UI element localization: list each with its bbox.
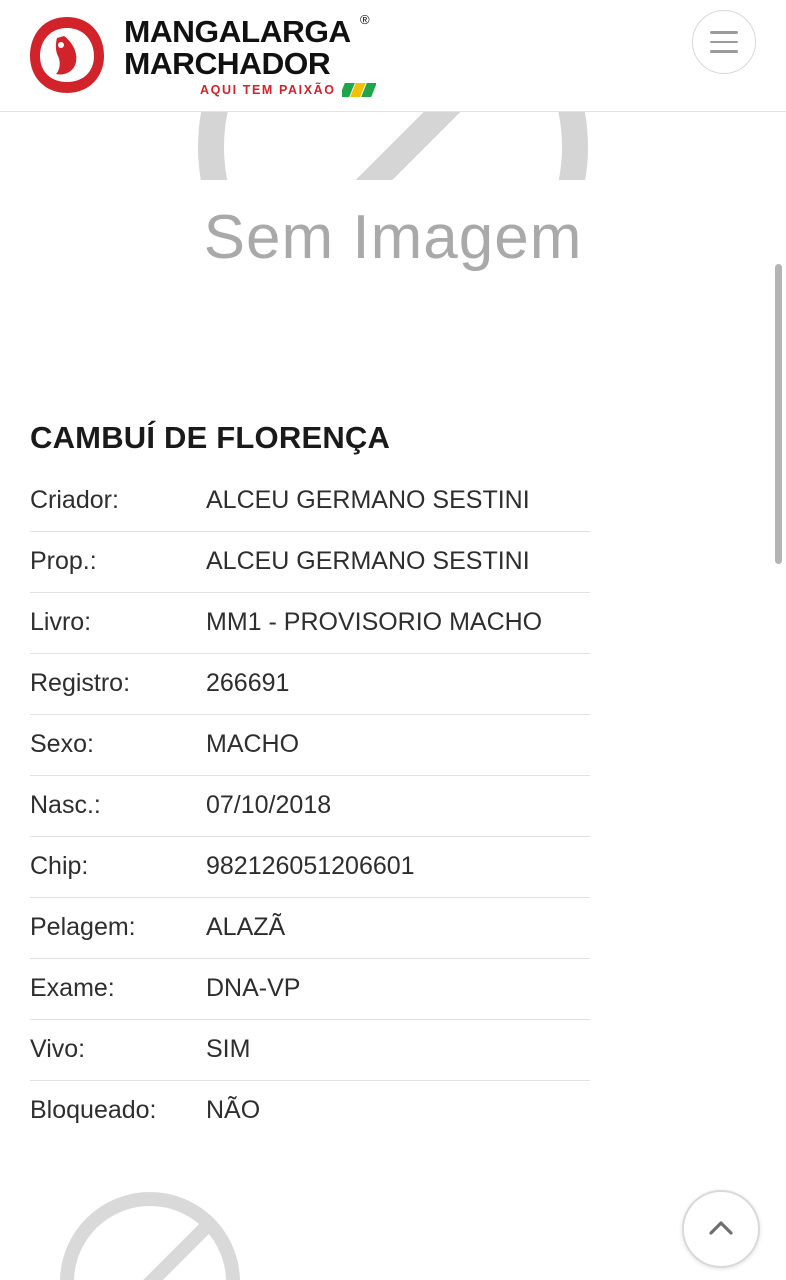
detail-value: ALCEU GERMANO SESTINI <box>206 470 590 531</box>
logo-tagline: AQUI TEM PAIXÃO <box>200 83 336 97</box>
detail-value: NÃO <box>206 1096 261 1125</box>
detail-value: 07/10/2018 <box>206 775 590 836</box>
table-row <box>30 653 590 714</box>
no-image-label: Sem Imagem <box>203 203 583 272</box>
table-row <box>30 1080 590 1141</box>
detail-label: Vivo: <box>30 1019 206 1080</box>
detail-value: 982126051206601 <box>206 836 590 897</box>
detail-label: Pelagem: <box>30 897 206 958</box>
table-row <box>30 836 590 897</box>
page-title: CAMBUÍ DE FLORENÇA <box>30 420 391 455</box>
main-content <box>0 112 786 1280</box>
vertical-scrollbar[interactable] <box>776 224 784 1280</box>
detail-value: SIM <box>206 1019 590 1080</box>
logo-tagline-row <box>124 83 376 97</box>
detail-label: Sexo: <box>30 714 206 775</box>
detail-value: ALCEU GERMANO SESTINI <box>206 531 590 592</box>
detail-value: MM1 - PROVISORIO MACHO <box>206 592 590 653</box>
detail-value: DNA-VP <box>206 958 590 1019</box>
detail-label: Nasc.: <box>30 775 206 836</box>
no-image-icon <box>60 1192 260 1280</box>
table-row <box>30 592 590 653</box>
detail-label: Livro: <box>30 592 206 653</box>
detail-value: 266691 <box>206 653 590 714</box>
table-row <box>30 897 590 958</box>
detail-label: Bloqueado: <box>30 1096 157 1125</box>
animal-details-table <box>30 470 590 1141</box>
no-image-placeholder <box>0 112 786 402</box>
table-row <box>30 470 590 531</box>
detail-value: MACHO <box>206 714 590 775</box>
site-header <box>0 0 786 112</box>
hamburger-menu-icon[interactable] <box>692 10 756 74</box>
detail-label: Prop.: <box>30 531 206 592</box>
brazil-stripes-icon <box>342 83 376 97</box>
registered-mark-icon: ® <box>360 12 370 27</box>
site-logo[interactable] <box>24 14 376 98</box>
table-row <box>30 1019 590 1080</box>
detail-value: ALAZÃ <box>206 897 590 958</box>
chevron-up-icon <box>701 1209 741 1249</box>
logo-line-2: MARCHADOR <box>124 46 331 81</box>
table-row <box>30 775 590 836</box>
scroll-to-top-button[interactable] <box>682 1190 760 1268</box>
logo-wordmark <box>124 14 376 97</box>
detail-label: Exame: <box>30 958 206 1019</box>
scrollbar-thumb[interactable] <box>775 264 782 564</box>
detail-label: Chip: <box>30 836 206 897</box>
table-row <box>30 958 590 1019</box>
detail-label: Registro: <box>30 653 206 714</box>
horseshoe-horse-head-logo-icon <box>24 14 110 98</box>
table-row <box>30 531 590 592</box>
logo-line-1: MANGALARGA <box>124 14 351 49</box>
detail-label: Criador: <box>30 470 206 531</box>
table-row <box>30 714 590 775</box>
